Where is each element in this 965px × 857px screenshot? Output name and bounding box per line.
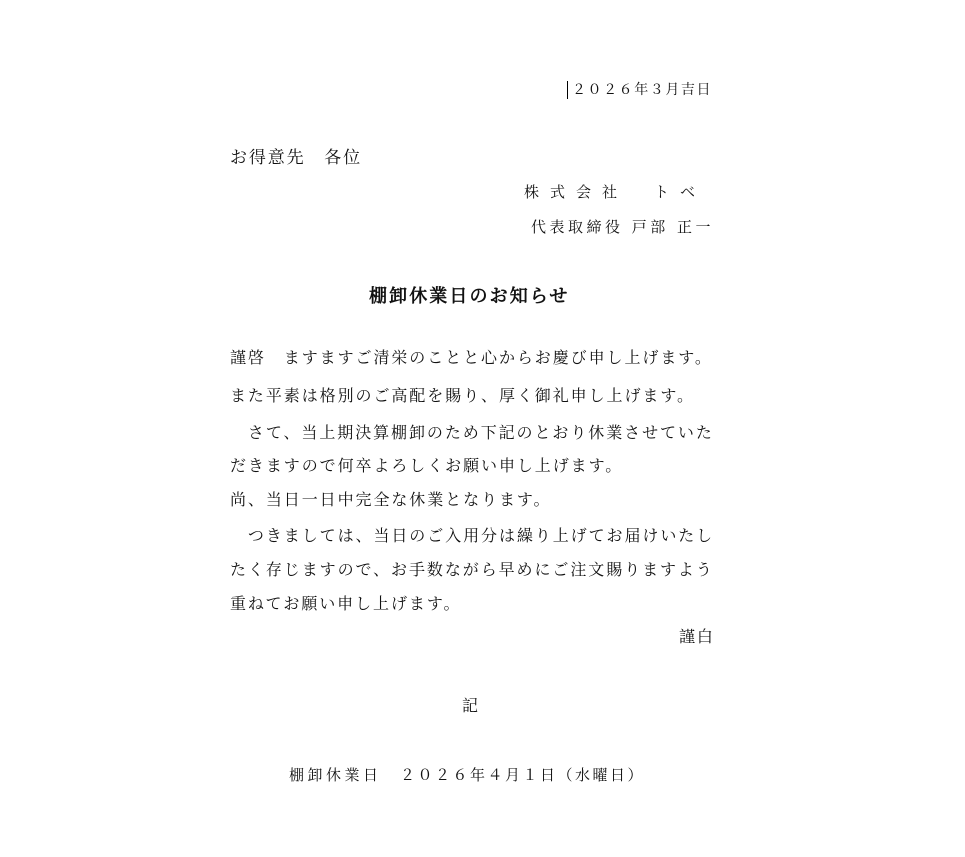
closing-word: 謹白 <box>679 627 715 646</box>
body-line: 重ねてお願い申し上げます。 <box>230 594 462 613</box>
ki-heading: 記 <box>462 696 479 715</box>
letter-title: 棚卸休業日のお知らせ <box>369 286 570 307</box>
holiday-label: 棚卸休業日 <box>289 766 382 784</box>
text-cursor <box>567 81 568 99</box>
sender-company: 株式会社 トベ <box>524 183 707 201</box>
recipient-line: お得意先 各位 <box>230 148 363 168</box>
body-line: また平素は格別のご高配を賜り、厚く御礼申し上げます。 <box>230 386 695 405</box>
body-line: さて、当上期決算棚卸のため下記のとおり休業させていた <box>230 423 714 442</box>
body-line: 尚、当日一日中完全な休業となります。 <box>230 490 552 509</box>
holiday-date: ２０２６年４月１日（水曜日） <box>400 766 646 784</box>
sender-representative: 代表取締役 戸部 正一 <box>531 218 715 236</box>
body-line: 謹啓 ますますご清栄のことと心からお慶び申し上げます。 <box>230 348 713 367</box>
body-line: たく存じますので、お手数ながら早めにご注文賜りますよう <box>230 560 714 579</box>
letter-date: ２０２６年３月吉日 <box>572 82 713 98</box>
body-line: つきましては、当日のご入用分は繰り上げてお届けいたし <box>230 526 715 545</box>
body-line: だきますので何卒よろしくお願い申し上げます。 <box>230 456 624 475</box>
